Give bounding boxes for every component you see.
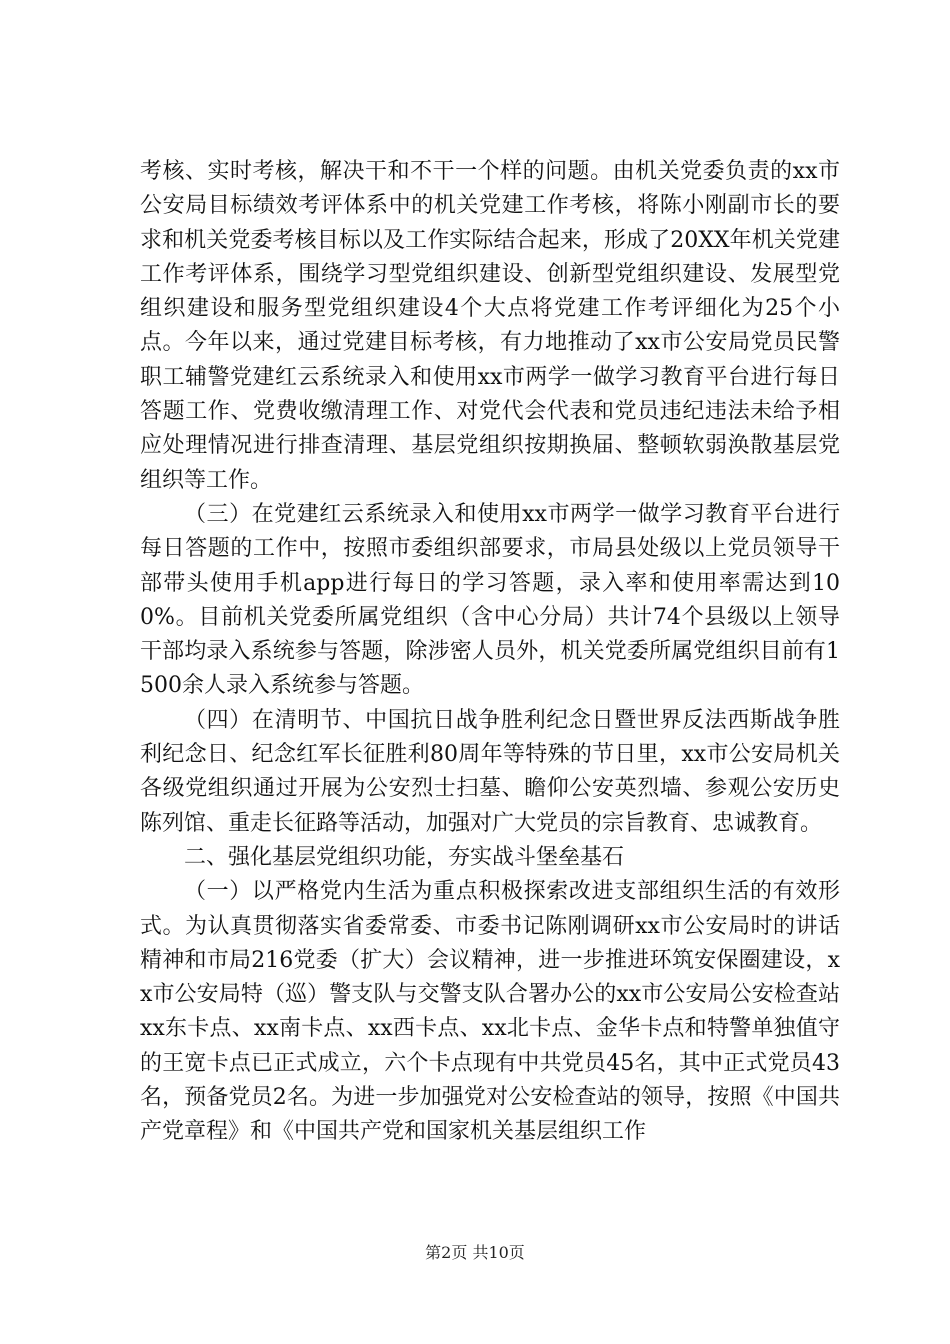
paragraph-2: （三）在党建红云系统录入和使用xx市两学一做学习教育平台进行每日答题的工作中，按照市委组织部要求，市局县处级以上党员领导干部带头使用手机app进行每日的学习答题，录入率和使用率需达到100%。目前机关党委所属党组织（含中心分局）共计74个县级以上领导干部均录入系统参与答题，除涉密人员外，机关党委所属党组织目前有1500余人录入系统参与答题。 <box>140 501 840 699</box>
body-text <box>140 155 840 1150</box>
section-heading: 二、强化基层党组织功能，夯实战斗堡垒基石 <box>184 844 625 870</box>
paragraph-3: （四）在清明节、中国抗日战争胜利纪念日暨世界反法西斯战争胜利纪念日、纪念红军长征胜利80周年等特殊的节日里，xx市公安局机关各级党组织通过开展为公安烈士扫墓、瞻仰公安英烈墙、参观公安历史陈列馆、重走长征路等活动，加强对广大党员的宗旨教育、忠诚教育。 <box>140 707 840 836</box>
paragraph-1: 考核、实时考核，解决干和不干一个样的问题。由机关党委负责的xx市公安局目标绩效考评体系中的机关党建工作考核，将陈小刚副市长的要求和机关党委考核目标以及工作实际结合起来，形成了20XX年机关党建工作考评体系，围绕学习型党组织建设、创新型党组织建设、发展型党组织建设和服务型党组织建设4个大点将党建工作考评细化为25个小点。今年以来，通过党建目标考核，有力地推动了xx市公安局党员民警职工辅警党建红云系统录入和使用xx市两学一做学习教育平台进行每日答题工作、党费收缴清理工作、对党代会代表和党员违纪违法未给予相应处理情况进行排查清理、基层党组织按期换届、整顿软弱涣散基层党组织等工作。 <box>140 159 840 493</box>
page-number: 第2页 共10页 <box>425 1243 525 1262</box>
paragraph-4: （一）以严格党内生活为重点积极探索改进支部组织生活的有效形式。为认真贯彻落实省委常委、市委书记陈刚调研xx市公安局时的讲话精神和市局216党委（扩大）会议精神，进一步推进环筑安保圈建设，xx市公安局特（巡）警支队与交警支队合署办公的xx市公安局公安检查站xx东卡点、xx南卡点、xx西卡点、xx北卡点、金华卡点和特警单独值守的王宽卡点已正式成立，六个卡点现有中共党员45名，其中正式党员43名，预备党员2名。为进一步加强党对公安检查站的领导，按照《中国共产党章程》和《中国共产党和国家机关基层组织工作 <box>140 879 840 1145</box>
